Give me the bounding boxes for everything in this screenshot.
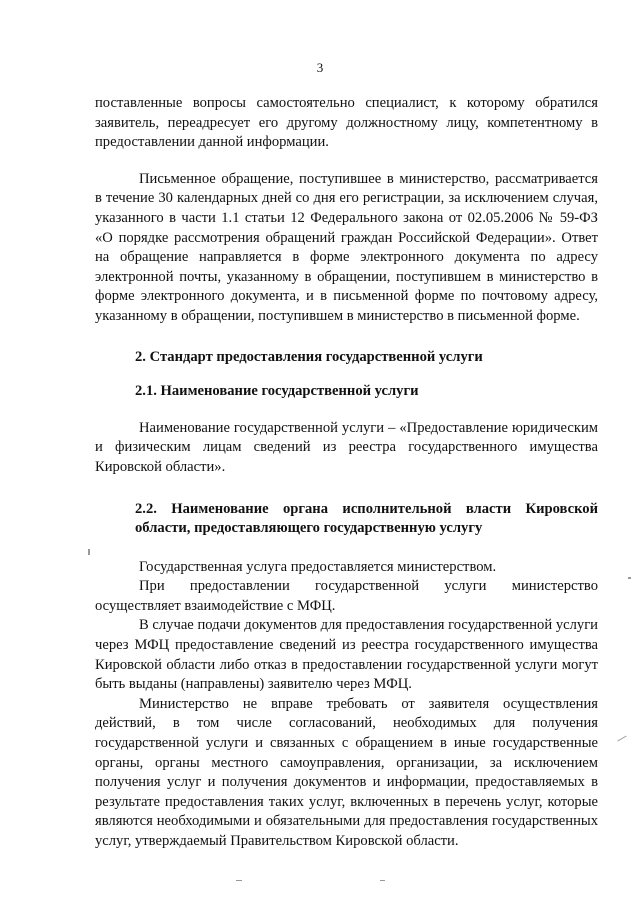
- paragraph-written-appeal: Письменное обращение, поступившее в министерство, рассматривается в течение 30 календарных дней со дня его регистрации, за исключением случая, указанного в части 1.1 статьи 12 Федерального закона от 02.05.2006 № 59-ФЗ «О порядке рассмотрения обращений граждан Российской Федерации». Ответ на обращение направляется в форме электронного документа по адресу электронной почты, указанному в обращении, поступившем в министерство в форме электронного документа, и в письменной форме по почтовому адресу, указанному в обращении, поступившем в министерство в письменной форме.: [95, 170, 598, 324]
- paragraph-interaction: При предоставлении государственной услуги министерство осуществляет взаимодействие с МФЦ.: [95, 578, 598, 614]
- scan-mark: [380, 880, 385, 881]
- section-heading-service-name: 2.1. Наименование государственной услуги: [135, 383, 419, 400]
- paragraph-service-name: Наименование государственной услуги – «Предоставление юридическим и физическим лицам сведений из реестра государственного имущества Кировской области».: [95, 419, 598, 475]
- page-number: 3: [316, 60, 324, 75]
- paragraph-continuation: поставленные вопросы самостоятельно специалист, к которому обратился заявитель, переадресует его другому должностному лицу, компетентному в предоставлении данной информации.: [95, 95, 598, 151]
- scan-mark: [617, 736, 626, 742]
- document-body: [95, 94, 598, 852]
- scan-mark: [236, 880, 242, 881]
- scan-mark: [88, 549, 90, 555]
- paragraph-mfc: В случае подачи документов для предоставления государственной услуги через МФЦ предоставление сведений из реестра государственного имущества Кировской области либо отказ в предоставлении государственной услуги могут быть выданы (направлены) заявителю через МФЦ.: [95, 617, 598, 693]
- paragraph-restrictions: Министерство не вправе требовать от заявителя осуществления действий, в том числе согласований, необходимых для получения государственной услуги и связанных с обращением в иные государственные органы, органы местного самоуправления, организации, за исключением получения услуг и получения документов и информации, предоставляемых в результате предоставления таких услуг, включенных в перечень услуг, которые являются необходимыми и обязательными для предоставления государственных услуг, утверждаемый Правительством Кировской области.: [95, 695, 598, 849]
- scan-mark: [628, 577, 631, 579]
- section-heading-authority: 2.2. Наименование органа исполнительной власти Кировской области, предоставляющего государственную услугу: [135, 500, 598, 537]
- section-heading-standard: 2. Стандарт предоставления государственной услуги: [135, 348, 483, 365]
- paragraph-provider: Государственная услуга предоставляется министерством.: [139, 558, 497, 575]
